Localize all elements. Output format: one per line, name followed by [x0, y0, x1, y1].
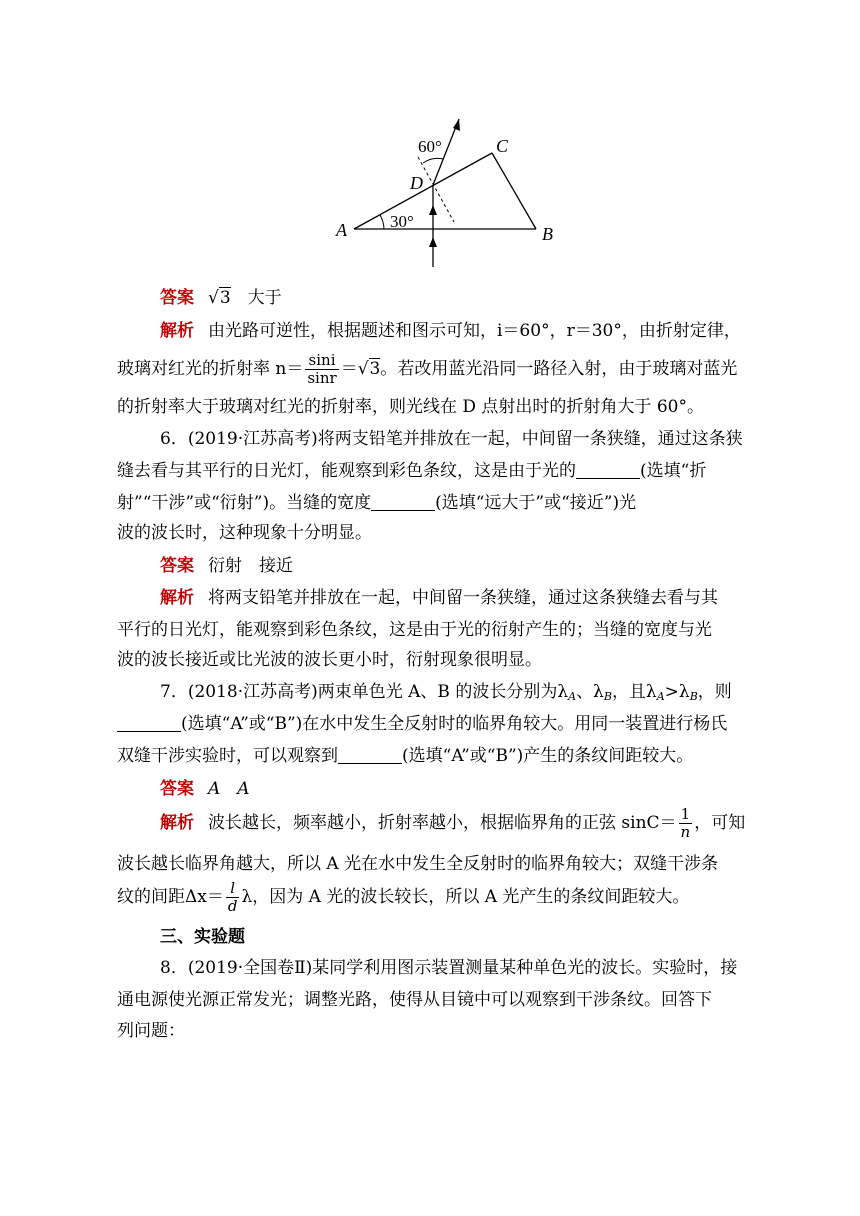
angle-60-label: 60°: [418, 137, 442, 156]
q6-question-line2: [117, 460, 745, 482]
equals-sign: ＝: [340, 359, 358, 379]
vertex-C-label: C: [496, 136, 509, 156]
answer-text: 衍射 接近: [208, 556, 293, 576]
q6-analysis-line1: [160, 587, 745, 609]
angle-arc-A: [380, 215, 384, 229]
fraction-numerator: sini: [305, 352, 338, 370]
point-D-label: D: [410, 173, 423, 193]
subscript-B: B: [603, 690, 612, 703]
subscript-A: A: [568, 690, 577, 703]
q7-analysis-text1-pre: 波长越长，频率越小，折射率越小，根据临界角的正弦 sinC＝: [208, 813, 677, 833]
vertex-A-label: A: [336, 220, 347, 240]
fraction-denominator: d: [227, 897, 238, 915]
q6-text3-pre: 射”“干涉”或“衍射”)。当缝的宽度: [117, 493, 372, 513]
angle-30-label: 30°: [390, 212, 414, 231]
q6-text2-pre: 缝去看与其平行的日光灯，能观察到彩色条纹，这是由于光的: [117, 461, 576, 481]
subscript-B2: B: [689, 690, 698, 703]
q5-analysis-line1: [160, 320, 745, 342]
q8-question-line3: 列问题：: [117, 1021, 185, 1041]
q7-analysis-text3-post: λ，因为 A 光的波长较长，所以 A 光产生的条纹间距较大。: [241, 887, 690, 907]
q5-analysis-text2-post: 。若改用蓝光沿同一路径入射，由于玻璃对蓝光: [380, 359, 738, 379]
q6-analysis-line3: 波的波长接近或比光波的波长更小时，衍射现象很明显。: [117, 650, 542, 670]
refracted-arrow: [453, 119, 460, 131]
q7-text2-post: (选填“A”或“B”)在水中发生全反射时的临界角较大。用同一装置进行杨氏: [181, 714, 728, 734]
q6-question-line3: [117, 492, 745, 514]
answer-text: A A: [208, 779, 250, 799]
q6-text2-post: (选填“折: [640, 461, 707, 481]
q7-analysis-line3: [117, 880, 745, 915]
vertex-B-label: B: [542, 224, 553, 244]
fraction-numerator: l: [226, 880, 240, 898]
q6-question-line1: 6．(2019·江苏高考)将两支铅笔并排放在一起，中间留一条狭缝，通过这条狭: [160, 429, 743, 449]
answer-blank-3[interactable]: [117, 715, 181, 732]
fraction-sin: [305, 352, 338, 387]
q5-analysis-line2: 玻璃对红光的折射率 n＝ $\frac{\sin i}{\sin r}$ ＝√3。若改用蓝光沿同一路径入射，由于玻璃对蓝光: [117, 351, 738, 387]
q6-answer-line: [160, 555, 745, 577]
ray-arrow-lower: [429, 237, 437, 247]
fraction-denominator: n: [680, 823, 691, 841]
answer-label: 答案: [160, 288, 194, 308]
q7-analysis-text3-pre: 纹的间距Δx＝: [117, 887, 224, 907]
q5-analysis-text1: 由光路可逆性，根据题述和图示可知，i＝60°，r＝30°，由折射定律，: [208, 321, 741, 341]
q7-analysis-line1: [160, 806, 745, 841]
q7-text3-pre: 双缝干涉实验时，可以观察到: [117, 746, 338, 766]
fraction-one-over-n: [679, 806, 693, 841]
q7-question-line3: [117, 745, 745, 767]
answer-sqrt-value: 3: [219, 288, 231, 308]
q7-answer-line: [160, 778, 745, 800]
q5-answer-line: 答案 √3 大于: [160, 288, 282, 308]
answer-blank-1[interactable]: [576, 462, 640, 479]
q6-question-line4: 波的波长时，这种现象十分明显。: [117, 523, 372, 543]
q7-text3-post: (选填“A”或“B”)产生的条纹间距较大。: [402, 746, 694, 766]
q5-analysis-text2-pre: 玻璃对红光的折射率 n＝: [117, 359, 304, 379]
fraction-denominator: sinr: [307, 369, 337, 387]
q7-text1-post: ，则: [697, 682, 732, 702]
q7-analysis-text1-post: ，可知: [694, 813, 746, 833]
q6-analysis-text1: 将两支铅笔并排放在一起，中间留一条狭缝，通过这条狭缝去看与其: [208, 588, 718, 608]
side-CB: [492, 153, 536, 229]
q7-text1-gt: >λ: [664, 682, 690, 702]
refraction-figure: [326, 107, 576, 277]
answer-label: 答案: [160, 779, 194, 799]
sqrt-value: 3: [369, 359, 381, 379]
prism-diagram: [326, 107, 576, 277]
q8-question-line2: 通电源使光源正常发光；调整光路，使得从目镜中可以观察到干涉条纹。回答下: [117, 990, 712, 1010]
normal-line: [418, 157, 454, 222]
angle-arc-D: [423, 158, 443, 163]
answer-label: 答案: [160, 556, 194, 576]
q7-analysis-line2: 波长越长临界角越大，所以 A 光在水中发生全反射时的临界角较大；双缝干涉条: [117, 854, 719, 874]
q6-analysis-line2: 平行的日光灯，能观察到彩色条纹，这是由于光的衍射产生的；当缝的宽度与光: [117, 620, 712, 640]
answer-blank-2[interactable]: [371, 494, 435, 511]
q7-text1-pre: 7．(2018·江苏高考)两束单色光 A、B 的波长分别为λ: [160, 682, 569, 702]
q6-text3-post: (选填“远大于”或“接近”)光: [435, 493, 637, 513]
side-AC: [354, 153, 492, 229]
answer-text: 大于: [247, 288, 282, 308]
section-title: 三、实验题: [160, 927, 245, 947]
q7-question-line1: [160, 681, 745, 708]
q8-question-line1: 8．(2019·全国卷Ⅱ)某同学利用图示装置测量某种单色光的波长。实验时，接: [160, 958, 738, 978]
ray-arrow-upper: [429, 205, 437, 215]
answer-blank-4[interactable]: [338, 747, 402, 764]
analysis-label: 解析: [160, 588, 194, 608]
analysis-label: 解析: [160, 321, 194, 341]
q7-text1-mid2: ，且λ: [611, 682, 657, 702]
fraction-l-over-d: [226, 880, 240, 915]
q7-text1-mid: 、λ: [576, 682, 604, 702]
subscript-A2: A: [656, 690, 665, 703]
fraction-numerator: 1: [679, 806, 693, 824]
q5-analysis-line3: 的折射率大于玻璃对红光的折射率，则光线在 D 点射出时的折射角大于 60°。: [117, 397, 704, 417]
analysis-label: 解析: [160, 813, 194, 833]
q7-question-line2: [117, 713, 745, 735]
